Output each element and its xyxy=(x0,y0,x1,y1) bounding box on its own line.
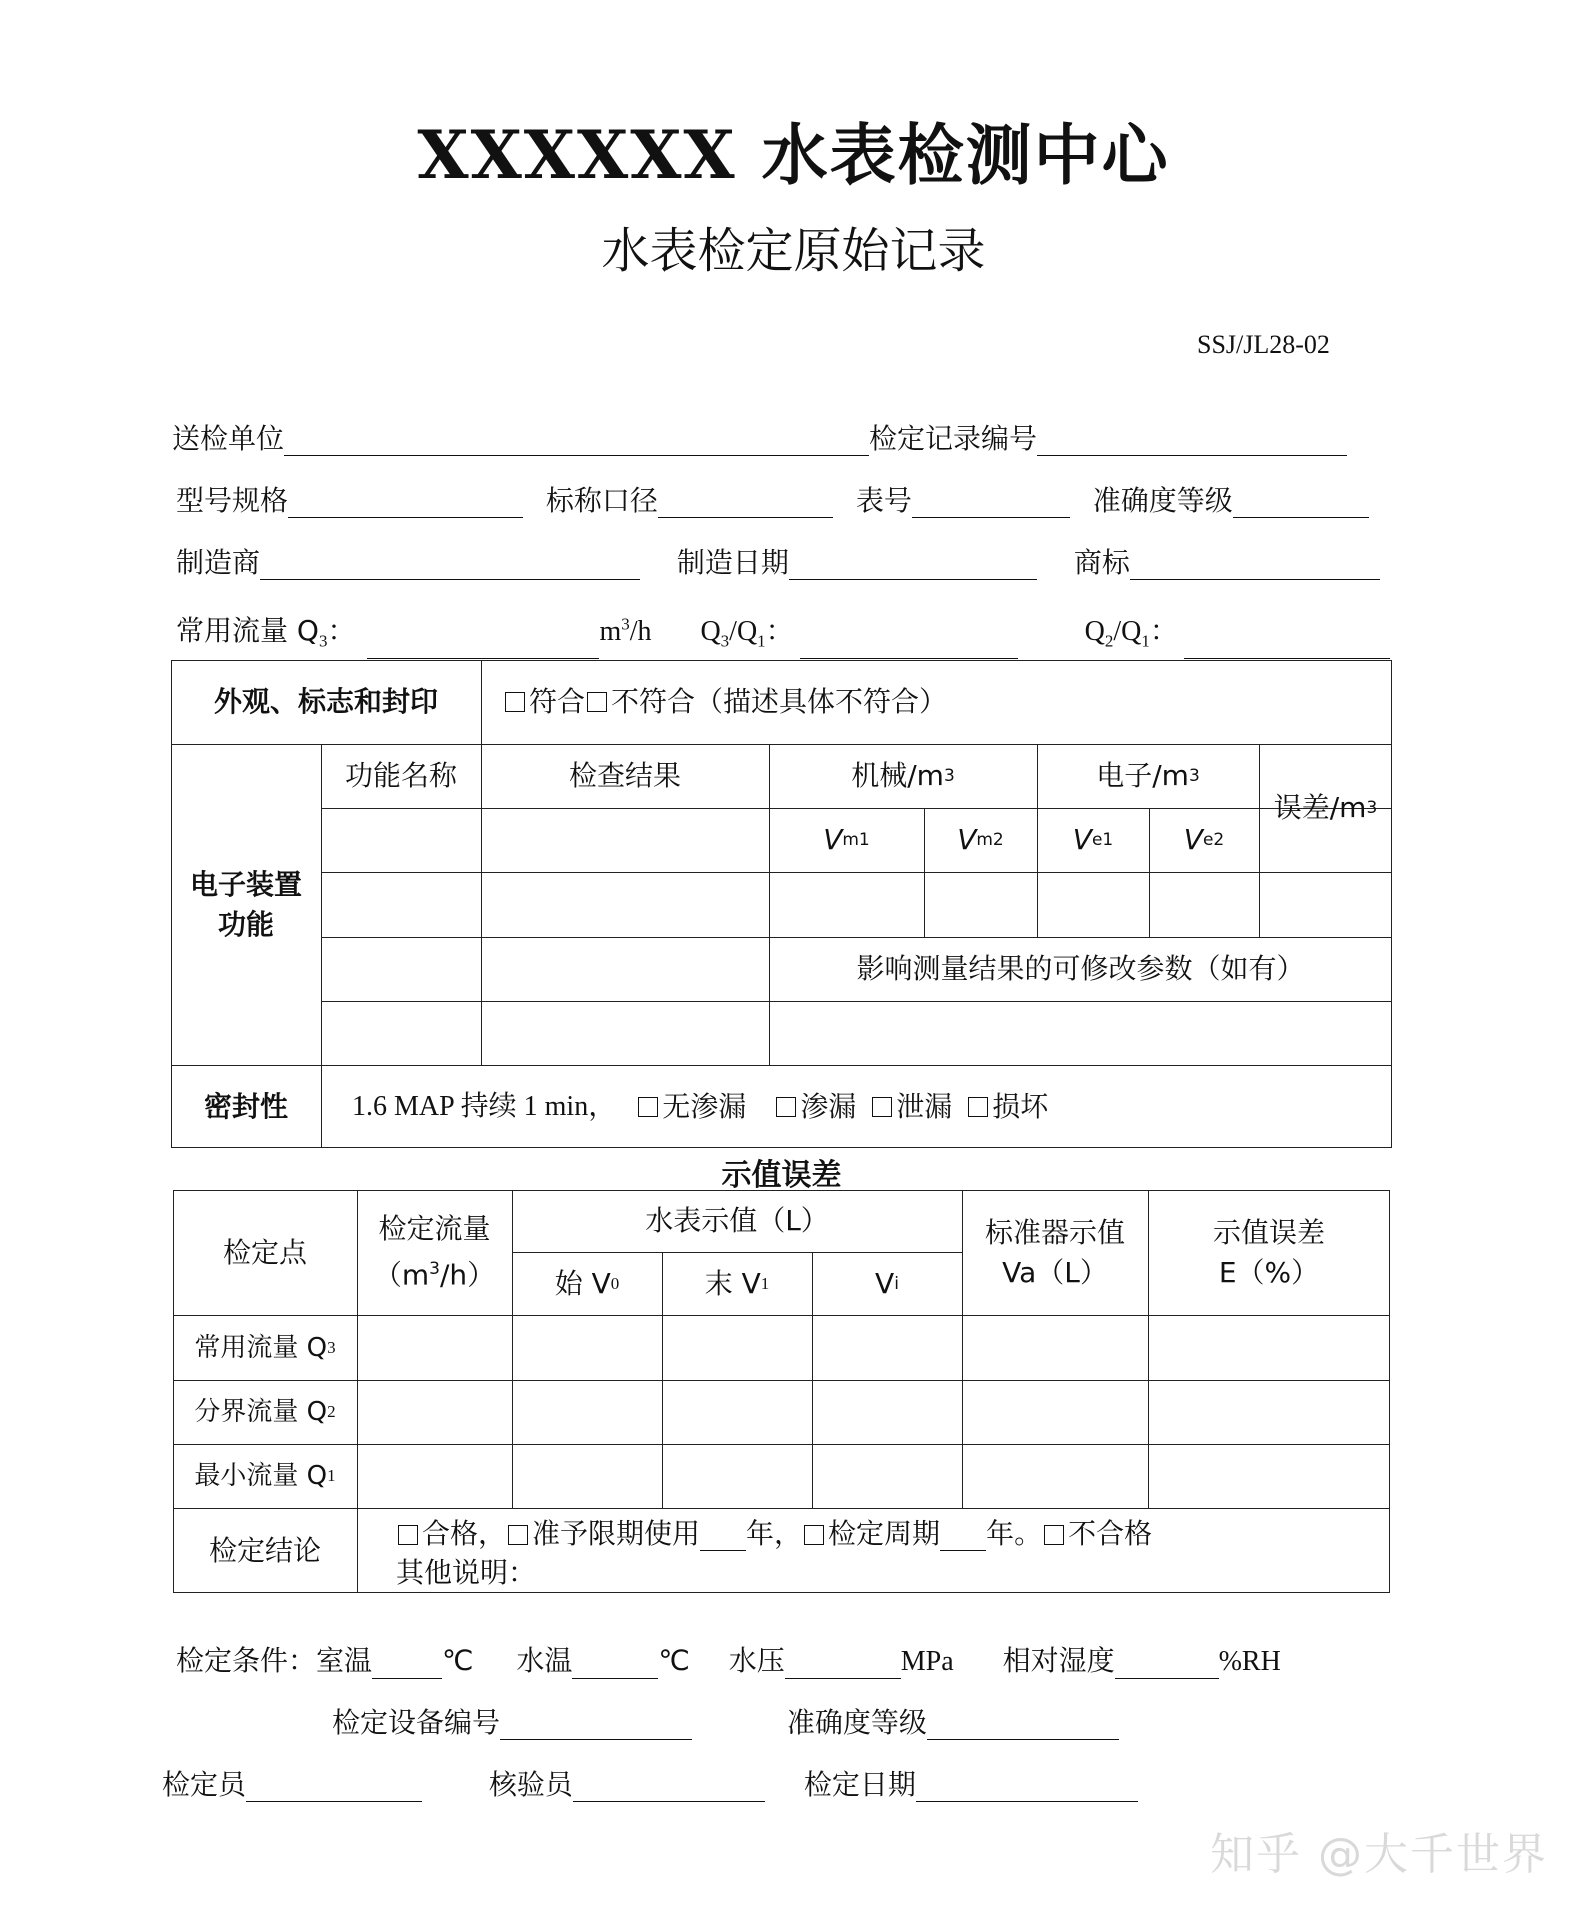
col-verification-flow: 检定流量 $(m^3/h)$ xyxy=(373,1212,496,1292)
seal-seep-checkbox[interactable] xyxy=(776,1097,796,1117)
room-temp-unit: ℃ xyxy=(442,1644,474,1677)
seal-label: 密封性 xyxy=(203,1089,288,1123)
record-no-blank[interactable] xyxy=(1037,427,1347,456)
verifier-label: 检定员 xyxy=(162,1768,247,1801)
col-start-v0: 始 V 0 xyxy=(554,1266,620,1300)
common-flow-label: 常用流量 $Q_3$： xyxy=(176,614,356,651)
watermark: 知乎 @大千世界 xyxy=(1210,1829,1548,1880)
equipment-no-blank[interactable] xyxy=(500,1711,692,1740)
electronic-label xyxy=(171,744,321,1065)
conclusion-label: 检定结论 xyxy=(208,1533,321,1567)
appearance-pass-label: 符合 xyxy=(529,685,586,718)
room-temp-blank[interactable] xyxy=(372,1650,442,1679)
conclusion-limited-label: 准予限期使用 xyxy=(532,1517,701,1550)
water-temp-blank[interactable] xyxy=(572,1650,658,1679)
document-title: XXXXXX 水表检测中心 xyxy=(417,116,1170,194)
accuracy-class-blank[interactable] xyxy=(1233,489,1369,518)
col-ve1: V e1 xyxy=(1072,823,1114,856)
appearance-label: 外观、标志和封印 xyxy=(213,685,438,718)
conclusion-period-checkbox[interactable] xyxy=(804,1525,824,1545)
verifier-blank[interactable] xyxy=(246,1773,422,1802)
conclusion-period-label: 检定周期 xyxy=(828,1517,941,1550)
checker-label: 核验员 xyxy=(488,1768,573,1801)
conditions-row xyxy=(176,1644,1281,1679)
model-spec-blank[interactable] xyxy=(288,489,523,518)
nominal-diameter-blank[interactable] xyxy=(658,489,833,518)
row-boundary-flow: 分界流量 Q 2 xyxy=(194,1397,336,1427)
conclusion-pass-label: 合格， xyxy=(422,1517,507,1550)
model-spec-label: 型号规格 xyxy=(176,484,289,517)
row-common-flow: 常用流量 Q 3 xyxy=(194,1332,336,1363)
conclusion-year2: 年。 xyxy=(986,1517,1043,1550)
verify-date-blank[interactable] xyxy=(916,1773,1138,1802)
manufacture-date-blank[interactable] xyxy=(789,551,1037,580)
common-flow-blank[interactable] xyxy=(367,630,599,659)
modifiable-params-label: 影响测量结果的可修改参数（如有） xyxy=(856,952,1305,985)
row-minimum-flow: 最小流量 Q 1 xyxy=(194,1461,336,1491)
water-pressure-unit: MPa xyxy=(900,1646,954,1677)
col-electronic: 电子/m 3 xyxy=(1096,759,1200,792)
manufacturer-label: 制造商 xyxy=(176,546,261,579)
seal-no-leak-checkbox[interactable] xyxy=(638,1097,658,1117)
equipment-accuracy-blank[interactable] xyxy=(927,1711,1119,1740)
col-ve2: V e2 xyxy=(1183,823,1225,856)
humidity-blank[interactable] xyxy=(1115,1650,1219,1679)
manufacturer-blank[interactable] xyxy=(260,551,640,580)
common-flow-unit: $m^3/h$ xyxy=(599,615,652,648)
seal-options xyxy=(352,1065,1252,1148)
appearance-fail-label: 不符合（描述具体不符合） xyxy=(611,685,948,718)
col-vm1: V m1 xyxy=(823,823,870,856)
document-subtitle: 水表检定原始记录 xyxy=(601,223,986,279)
conclusion-other-notes: 其他说明： xyxy=(396,1556,537,1589)
electronic-label-line2: 功能 xyxy=(217,907,274,941)
equipment-no-label: 检定设备编号 xyxy=(332,1706,501,1739)
col-mechanical: 机械/m 3 xyxy=(851,759,955,792)
appearance-fail-checkbox[interactable] xyxy=(587,692,607,712)
col-indication-error: 示值误差 E（%） xyxy=(1212,1215,1325,1289)
trademark-blank[interactable] xyxy=(1130,551,1380,580)
humidity-label: 相对湿度 xyxy=(1002,1644,1115,1677)
ratio-q2-q1-blank[interactable] xyxy=(1184,630,1390,659)
accuracy-class-label: 准确度等级 xyxy=(1092,484,1233,517)
conclusion-fail-checkbox[interactable] xyxy=(1044,1525,1064,1545)
signature-row xyxy=(162,1768,1138,1802)
col-verification-point: 检定点 xyxy=(222,1235,307,1269)
ratio-q3-q1-blank[interactable] xyxy=(800,630,1018,659)
record-no-label: 检定记录编号 xyxy=(869,422,1038,455)
seal-no-leak-label: 无渗漏 xyxy=(662,1089,747,1123)
conclusion-year1: 年， xyxy=(746,1517,803,1550)
table1-col-line xyxy=(481,660,482,744)
equipment-accuracy-label: 准确度等级 xyxy=(786,1706,927,1739)
col-vm2: V m2 xyxy=(957,823,1004,856)
field-row-3 xyxy=(176,546,1380,580)
ratio-q2-q1-label: $Q_2/Q_1$： xyxy=(1084,616,1178,651)
conclusion-options xyxy=(396,1517,1152,1551)
col-standard-reading: 标准器示值 Va（L） xyxy=(984,1215,1125,1289)
col-vi: V i xyxy=(875,1266,899,1300)
water-pressure-blank[interactable] xyxy=(785,1650,901,1679)
conclusion-fail-label: 不合格 xyxy=(1068,1517,1153,1550)
period-years-blank[interactable] xyxy=(940,1526,986,1551)
seal-test-text: 1.6 MAP 持续 1 min， xyxy=(352,1090,617,1122)
col-end-v1: 末 V 1 xyxy=(704,1266,770,1300)
seal-damage-label: 损坏 xyxy=(992,1089,1049,1123)
water-temp-unit: ℃ xyxy=(658,1644,690,1677)
col-function-name: 功能名称 xyxy=(344,759,457,792)
field-row-2 xyxy=(176,484,1369,518)
appearance-options xyxy=(503,660,1303,744)
room-temp-label: 检定条件：室温 xyxy=(176,1644,373,1677)
seal-leak-checkbox[interactable] xyxy=(872,1097,892,1117)
meter-no-blank[interactable] xyxy=(912,489,1070,518)
conclusion-limited-checkbox[interactable] xyxy=(508,1525,528,1545)
sender-unit-blank[interactable] xyxy=(284,427,869,456)
ratio-q3-q1-label: $Q_3/Q_1$： xyxy=(700,616,794,651)
error-section-title: 示值误差 xyxy=(721,1158,842,1193)
seal-damage-checkbox[interactable] xyxy=(968,1097,988,1117)
equipment-row xyxy=(332,1706,1119,1740)
water-pressure-label: 水压 xyxy=(728,1644,785,1677)
meter-no-label: 表号 xyxy=(855,484,912,517)
electronic-label-line1: 电子装置 xyxy=(189,867,302,901)
humidity-unit: %RH xyxy=(1218,1646,1281,1677)
seal-leak-label: 泄漏 xyxy=(896,1089,953,1123)
document-code: SSJ/JL28-02 xyxy=(1197,330,1330,359)
trademark-label: 商标 xyxy=(1073,546,1130,579)
col-meter-reading: 水表示值（L） xyxy=(645,1204,829,1237)
col-check-result: 检查结果 xyxy=(568,759,681,792)
verify-date-label: 检定日期 xyxy=(803,1768,916,1801)
manufacture-date-label: 制造日期 xyxy=(676,546,789,579)
water-temp-label: 水温 xyxy=(516,1644,573,1677)
sender-unit-label: 送检单位 xyxy=(172,422,285,455)
conclusion-pass-checkbox[interactable] xyxy=(398,1525,418,1545)
seal-seep-label: 渗漏 xyxy=(800,1089,857,1123)
nominal-diameter-label: 标称口径 xyxy=(545,484,658,517)
field-row-4 xyxy=(176,608,1390,659)
limited-years-blank[interactable] xyxy=(700,1526,746,1551)
appearance-pass-checkbox[interactable] xyxy=(505,692,525,712)
field-row-1 xyxy=(172,422,1347,456)
col-error: 误差/m 3 xyxy=(1273,791,1378,824)
checker-blank[interactable] xyxy=(573,1773,765,1802)
